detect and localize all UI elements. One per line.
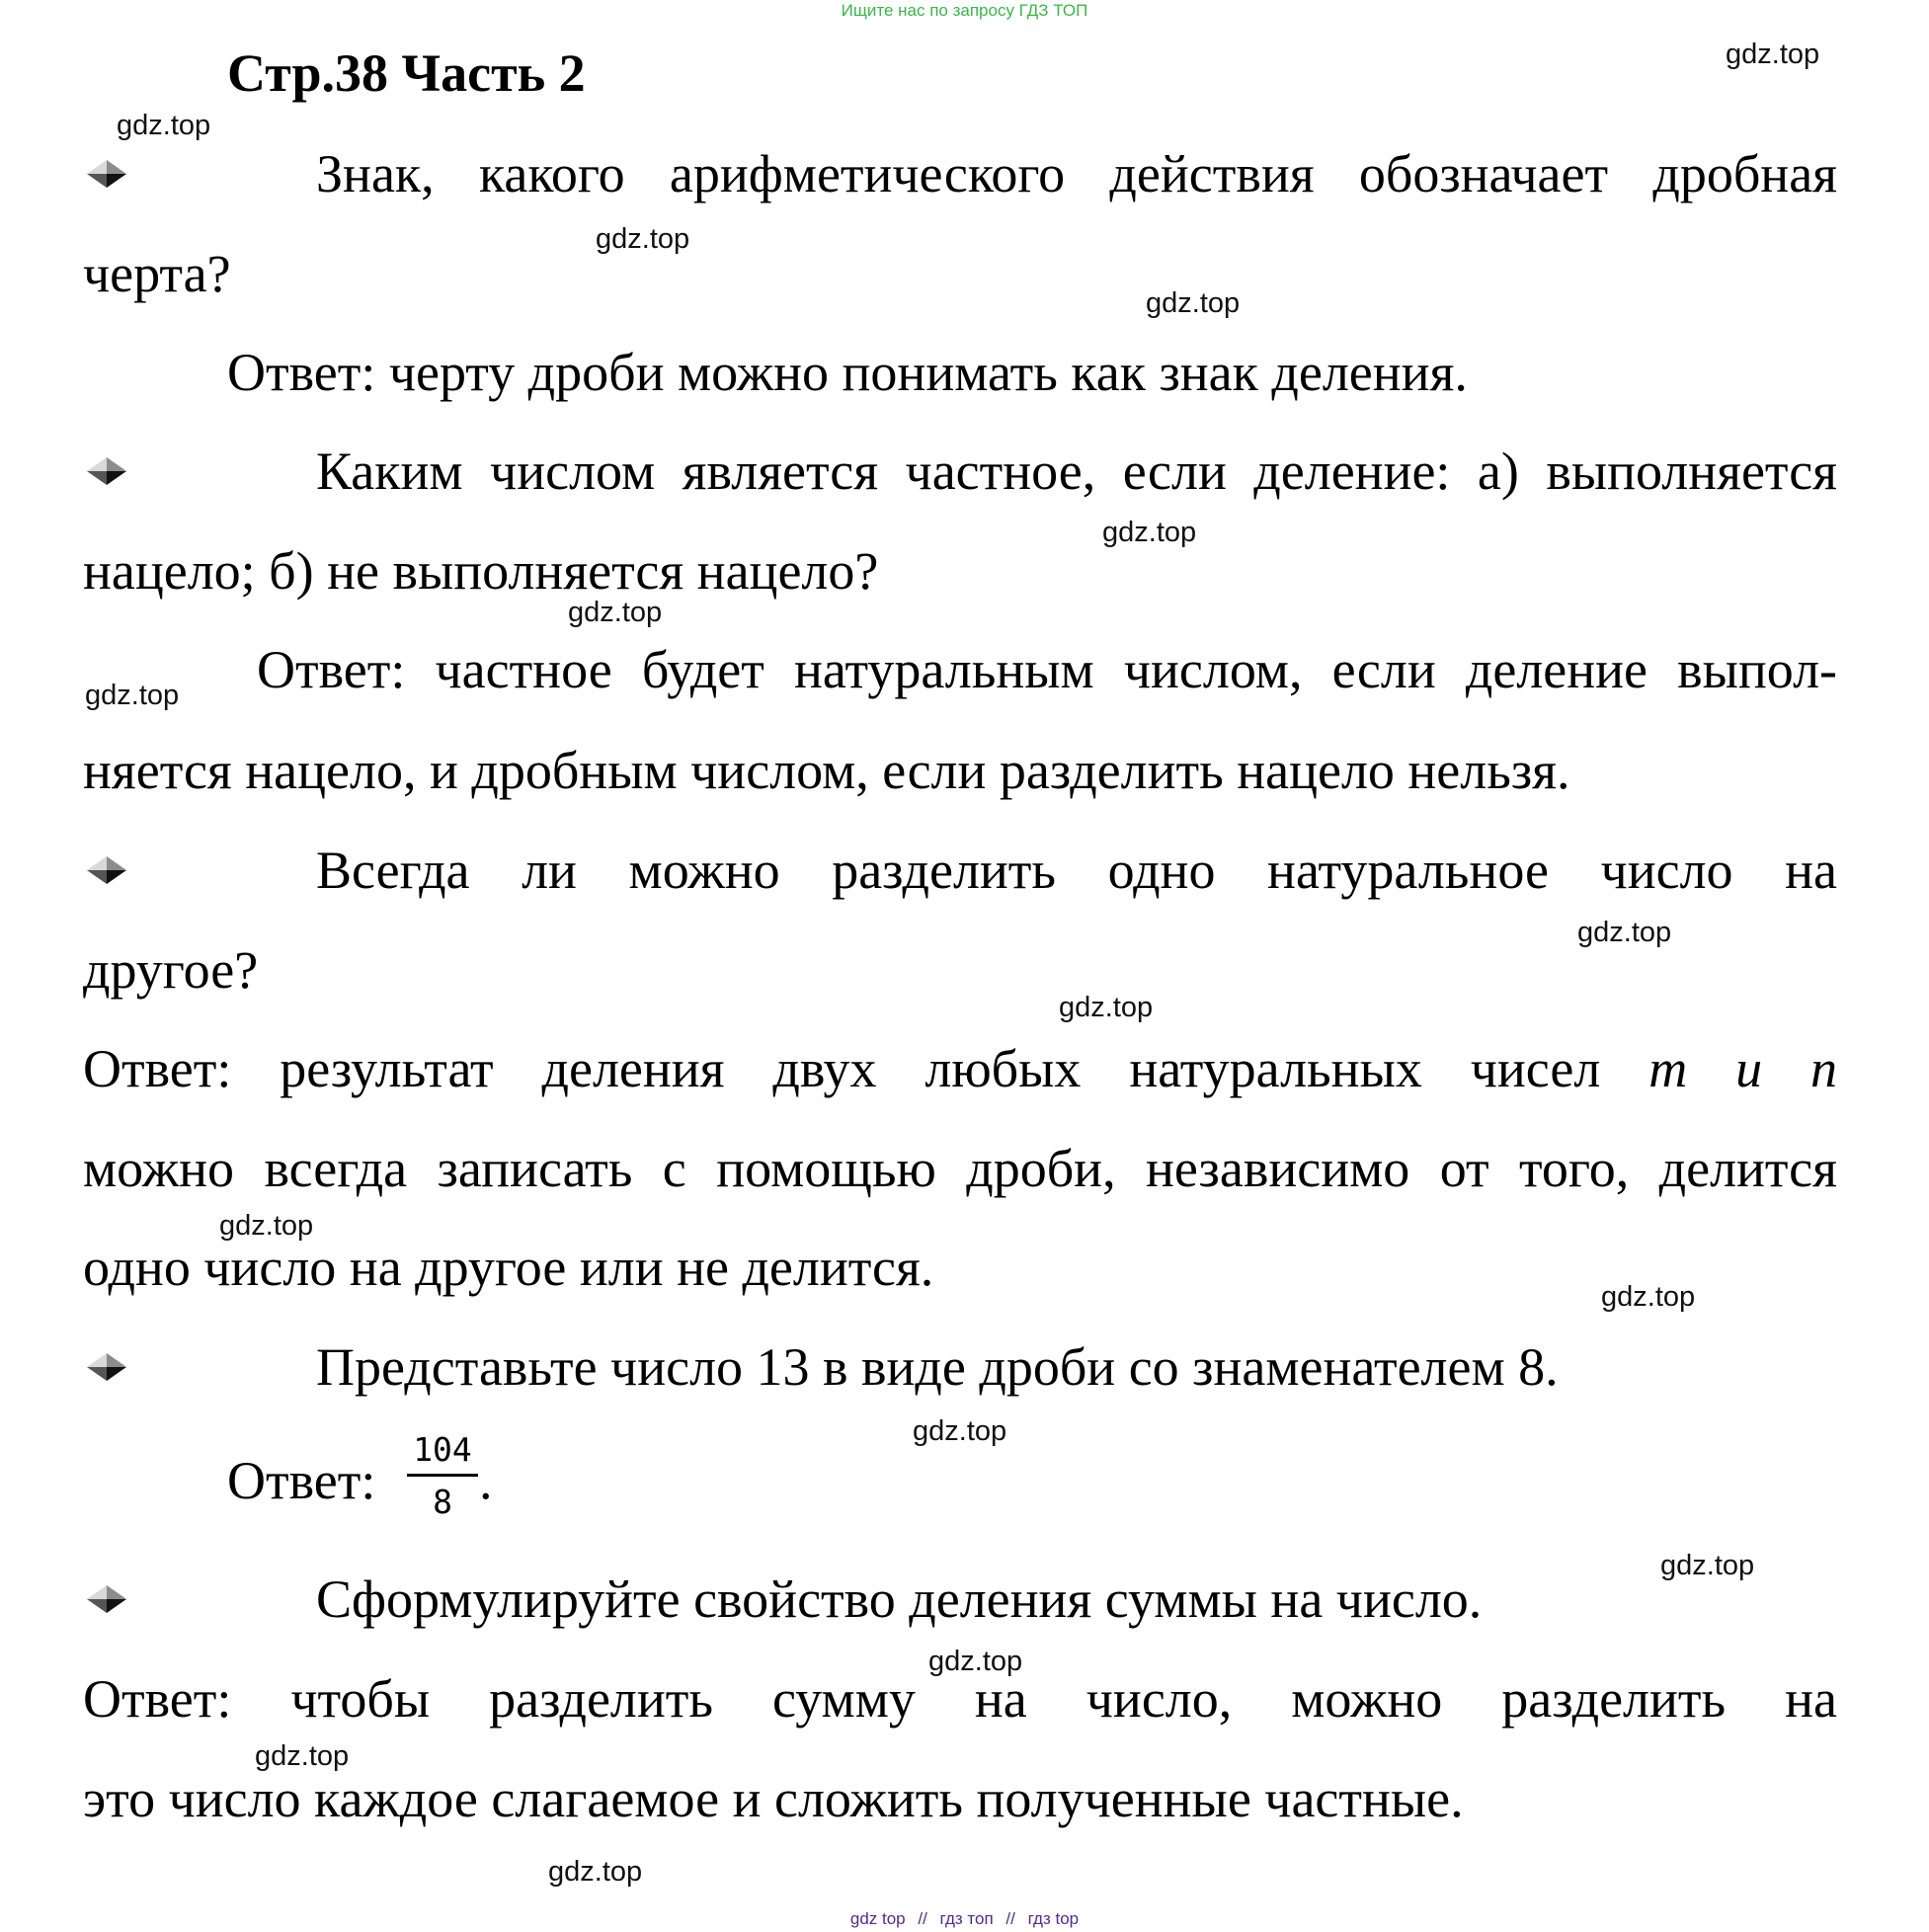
watermark: gdz.top bbox=[85, 680, 180, 711]
bottom-link-gdz-top-ru[interactable]: гдз топ bbox=[939, 1909, 994, 1928]
watermark: gdz.top bbox=[117, 110, 211, 141]
fraction-denominator: 8 bbox=[433, 1483, 452, 1521]
diamond-bullet-icon bbox=[87, 1585, 126, 1613]
separator: // bbox=[1005, 1909, 1015, 1928]
answer-5-line-1: Ответ: чтобы разделить сумму на число, можно разделить на bbox=[83, 1669, 1837, 1729]
watermark: gdz.top bbox=[596, 223, 690, 255]
question-1-line-2: черта? bbox=[83, 244, 231, 303]
answer-3-line-3: одно число на другое или не делится. bbox=[83, 1238, 934, 1297]
answer-3-line-1 bbox=[83, 1037, 1837, 1100]
answer-5-line-2: это число каждое слагаемое и сложить полученные частные. bbox=[83, 1769, 1464, 1828]
question-4: Представьте число 13 в виде дроби со знаменателем 8. bbox=[316, 1337, 1559, 1397]
watermark: gdz.top bbox=[1601, 1281, 1696, 1313]
answer-1: Ответ: черту дроби можно понимать как знак деления. bbox=[227, 343, 1468, 402]
answer-3-text: Ответ: результат деления двух любых натуральных чисел bbox=[83, 1039, 1601, 1098]
watermark: gdz.top bbox=[548, 1856, 643, 1888]
separator: // bbox=[918, 1909, 927, 1928]
fraction-bar bbox=[407, 1474, 478, 1477]
bottom-links bbox=[0, 1909, 1929, 1929]
watermark: gdz.top bbox=[928, 1646, 1023, 1677]
bottom-link-gdz-top[interactable]: gdz top bbox=[849, 1909, 906, 1928]
watermark: gdz.top bbox=[1726, 39, 1820, 70]
watermark: gdz.top bbox=[219, 1210, 314, 1242]
question-1-line-1: Знак, какого арифметического действия обозначает дробная bbox=[316, 144, 1837, 203]
answer-4-label: Ответ: bbox=[227, 1451, 376, 1510]
question-2-line-2: нацело; б) не выполняется нацело? bbox=[83, 541, 879, 601]
fraction bbox=[407, 1430, 478, 1522]
search-banner[interactable]: Ищите нас по запросу ГДЗ ТОП bbox=[841, 1, 1088, 20]
bottom-link-gdz-top-mixed[interactable]: гдз top bbox=[1027, 1909, 1080, 1928]
variables-m-n: т и п bbox=[1648, 1039, 1837, 1098]
page-title: Стр.38 Часть 2 bbox=[227, 43, 586, 103]
watermark: gdz.top bbox=[1660, 1550, 1755, 1581]
watermark: gdz.top bbox=[1146, 287, 1241, 319]
question-5: Сформулируйте свойство деления суммы на число. bbox=[316, 1570, 1483, 1629]
watermark: gdz.top bbox=[1577, 917, 1672, 948]
question-3-line-1: Всегда ли можно разделить одно натуральное число на bbox=[316, 841, 1837, 900]
watermark: gdz.top bbox=[568, 597, 663, 628]
watermark: gdz.top bbox=[1102, 517, 1197, 548]
answer-2-line-1: Ответ: частное будет натуральным числом, если деление выпол- bbox=[257, 640, 1837, 699]
fraction-numerator: 104 bbox=[413, 1430, 472, 1469]
answer-2-line-2: няется нацело, и дробным числом, если разделить нацело нельзя. bbox=[83, 741, 1570, 800]
watermark: gdz.top bbox=[255, 1740, 350, 1772]
watermark: gdz.top bbox=[1059, 992, 1154, 1023]
question-3-line-2: другое? bbox=[83, 940, 259, 1000]
answer-4-period: . bbox=[479, 1451, 493, 1510]
question-2-line-1: Каким числом является частное, если деление: а) выполняется bbox=[316, 442, 1837, 501]
diamond-bullet-icon bbox=[87, 1353, 126, 1381]
watermark: gdz.top bbox=[913, 1415, 1007, 1447]
answer-3-line-2: можно всегда записать с помощью дроби, независимо от того, делится bbox=[83, 1139, 1837, 1198]
